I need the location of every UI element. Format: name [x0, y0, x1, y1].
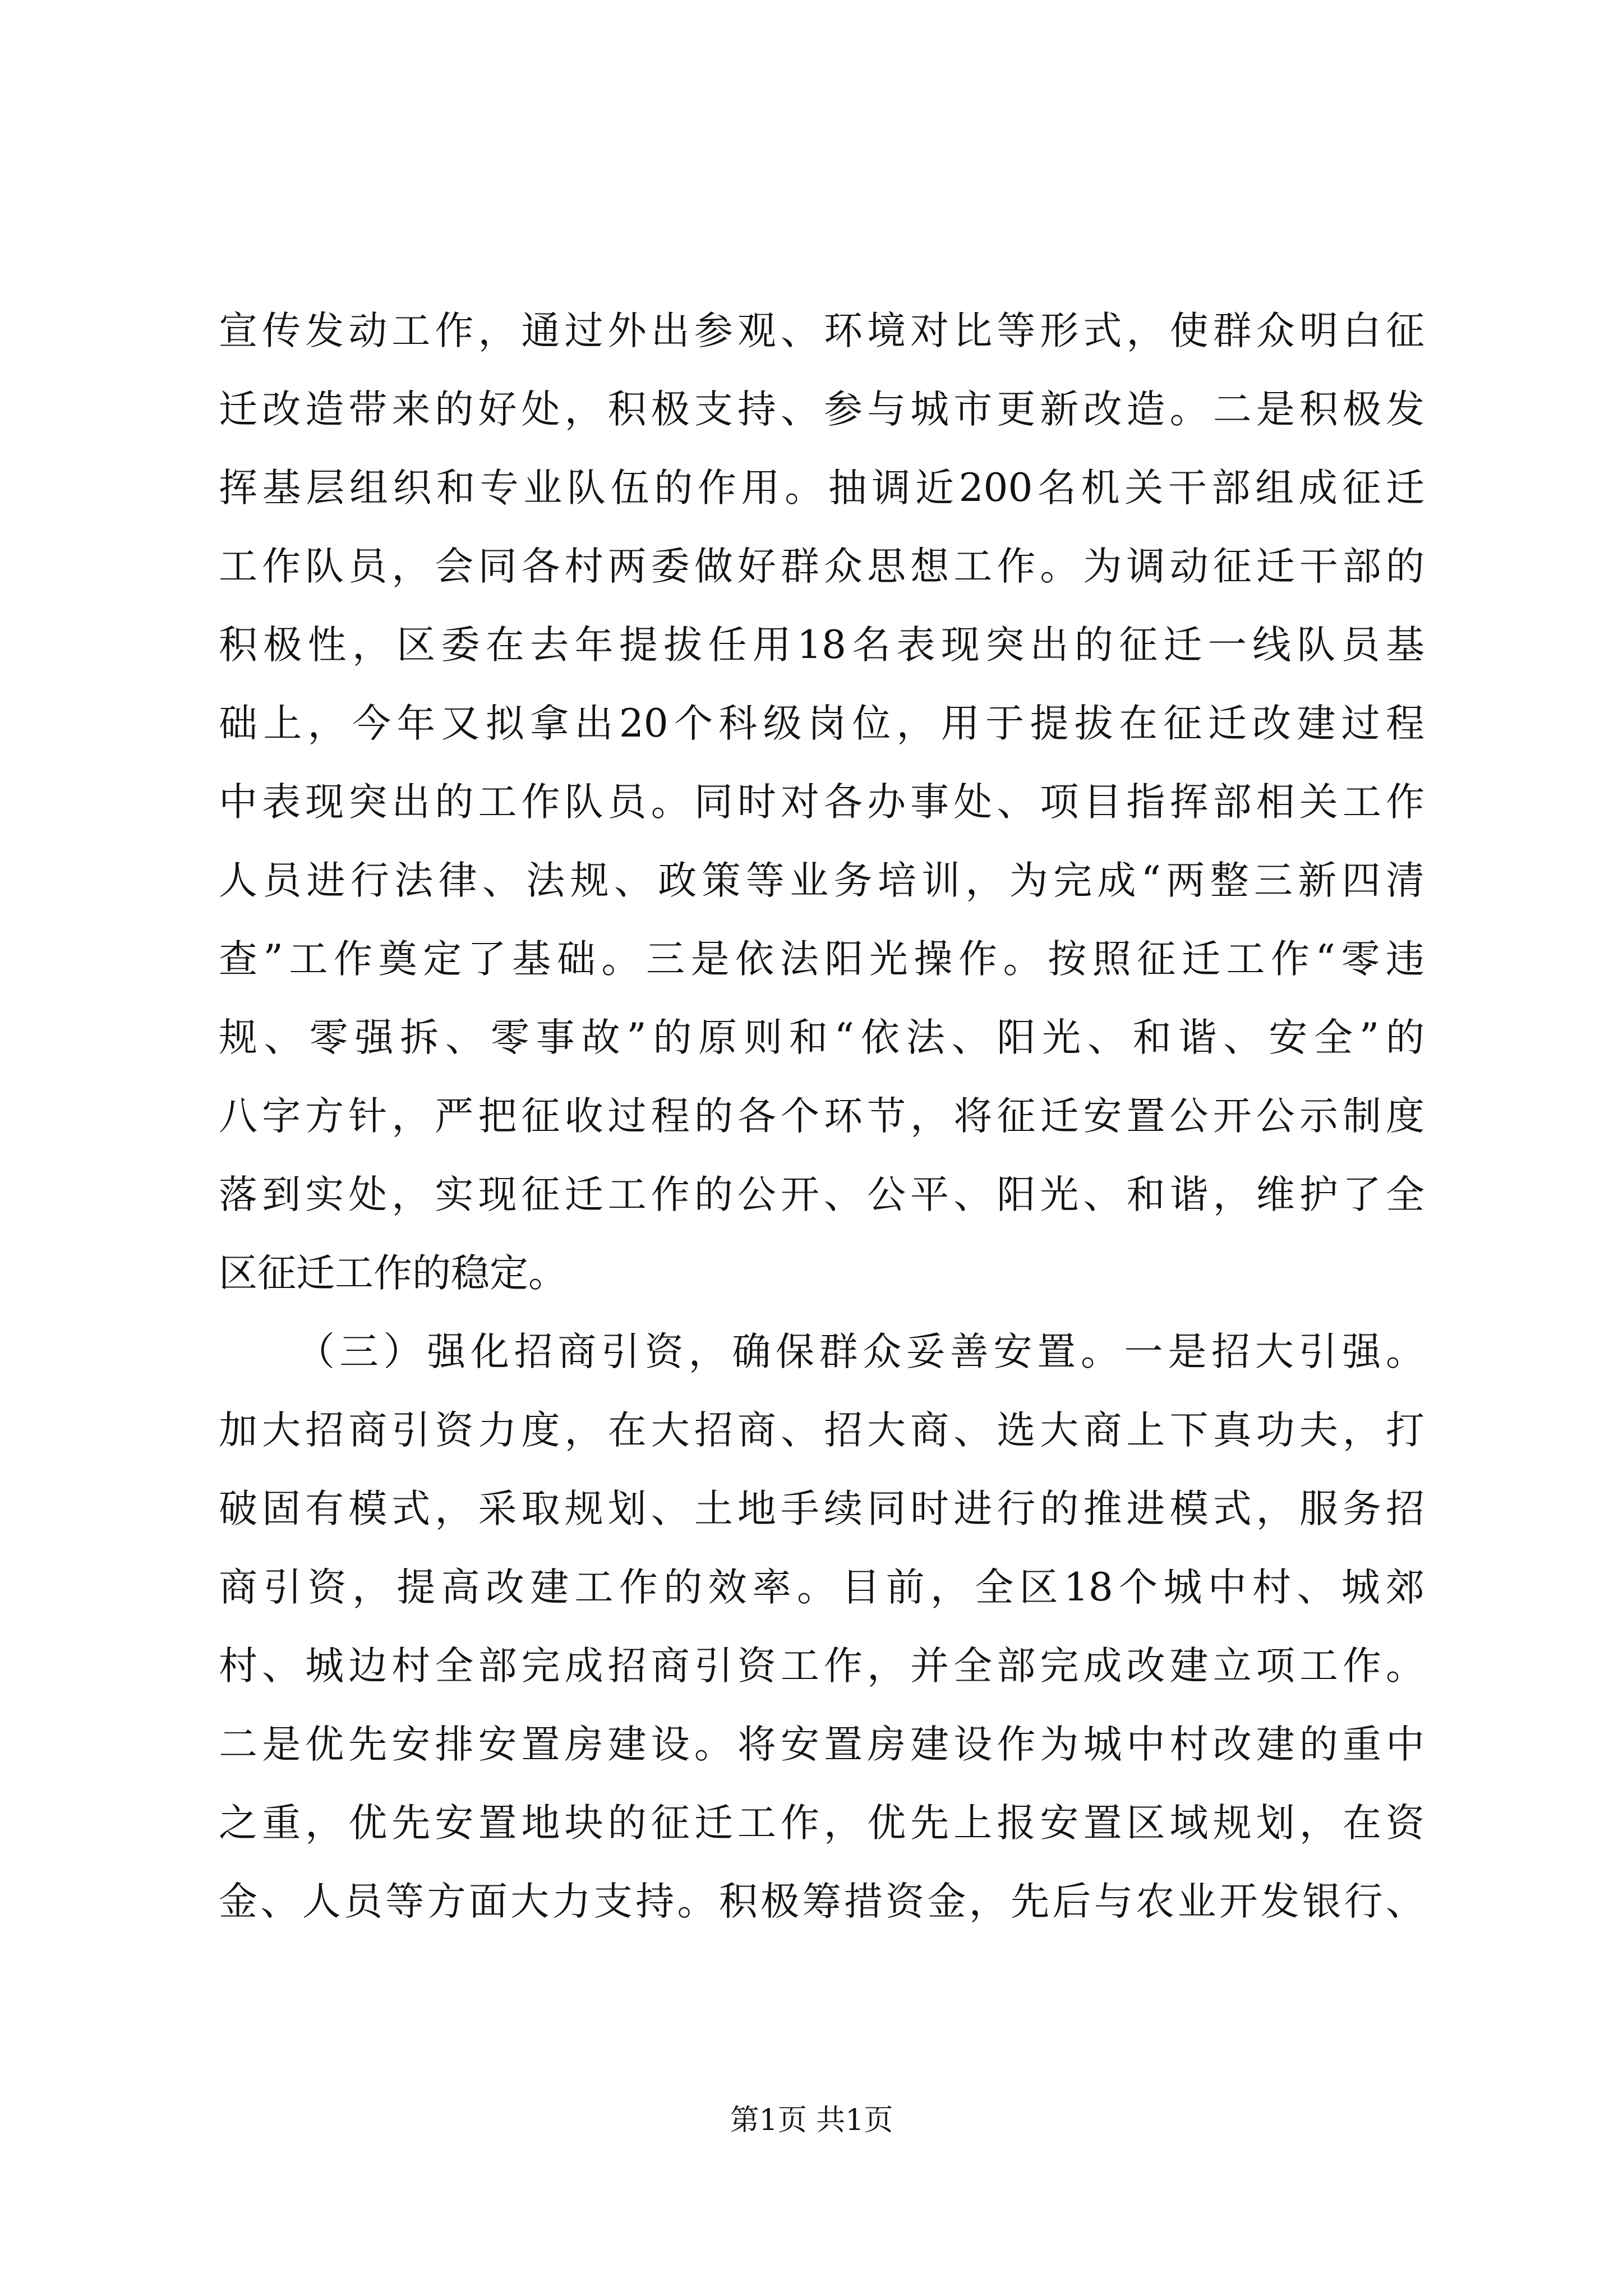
text-line: 工作队员，会同各村两委做好群众思想工作。为调动征迁干部的 — [219, 544, 1424, 589]
text-line: 人员进行法律、法规、政策等业务培训，为完成“两整三新四清 — [219, 858, 1424, 903]
text-line: 破固有模式，采取规划、土地手续同时进行的推进模式，服务招 — [219, 1487, 1424, 1531]
text-line: 商引资，提高改建工作的效率。目前，全区18个城中村、城郊 — [219, 1565, 1424, 1610]
text-line: 宣传发动工作，通过外出参观、环境对比等形式，使群众明白征 — [219, 309, 1424, 353]
text-line: 规、零强拆、零事故”的原则和“依法、阳光、和谐、安全”的 — [219, 1015, 1424, 1060]
paragraph-end-line: 区征迁工作的稳定。 — [219, 1251, 567, 1296]
text-line: 落到实处，实现征迁工作的公开、公平、阳光、和谐，维护了全 — [219, 1172, 1424, 1217]
text-line: 二是优先安排安置房建设。将安置房建设作为城中村改建的重中 — [219, 1722, 1424, 1767]
text-line: 之重，优先安置地块的征迁工作，优先上报安置区域规划，在资 — [219, 1801, 1424, 1846]
text-line: 中表现突出的工作队员。同时对各办事处、项目指挥部相关工作 — [219, 780, 1424, 825]
text-line: 八字方针，严把征收过程的各个环节，将征迁安置公开公示制度 — [219, 1094, 1424, 1139]
text-line: 村、城边村全部完成招商引资工作，并全部完成改建立项工作。 — [219, 1644, 1424, 1688]
text-line: 积极性，区委在去年提拔任用18名表现突出的征迁一线队员基 — [219, 623, 1424, 668]
section-heading-line: （三）强化招商引资，确保群众妥善安置。一是招大引强。 — [296, 1329, 1424, 1374]
text-line: 挥基层组织和专业队伍的作用。抽调近200名机关干部组成征迁 — [219, 466, 1424, 510]
text-line: 金、人员等方面大力支持。积极筹措资金，先后与农业开发银行、 — [219, 1879, 1424, 1924]
text-line: 迁改造带来的好处，积极支持、参与城市更新改造。二是积极发 — [219, 387, 1424, 432]
text-line: 加大招商引资力度，在大招商、招大商、选大商上下真功夫，打 — [219, 1408, 1424, 1453]
text-line: 查”工作奠定了基础。三是依法阳光操作。按照征迁工作“零违 — [219, 937, 1424, 982]
document-body — [219, 292, 1424, 1941]
text-line: 础上，今年又拟拿出20个科级岗位，用于提拔在征迁改建过程 — [219, 701, 1424, 746]
page-number-footer: 第1页 共1页 — [730, 2104, 893, 2137]
